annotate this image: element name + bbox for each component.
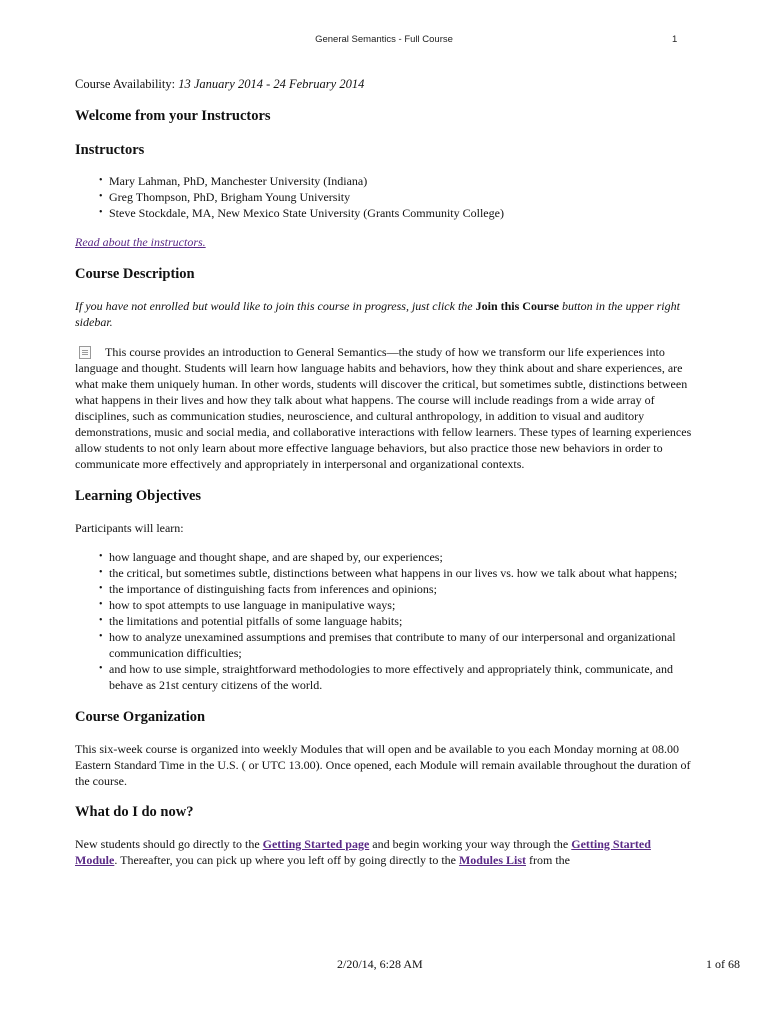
objectives-list [75, 549, 695, 693]
what-now-text-4: from the [526, 853, 570, 867]
course-organization-text: This six-week course is organized into weekly Modules that will open and be available to you each Monday morning at 08.00 Eastern Standard Time in the U.S. ( or UTC 13.00). Once opened, each Module will remain available throughout the duration of the course. [75, 742, 691, 788]
join-course-button-ref: Join this Course [475, 299, 559, 313]
join-course-note [75, 298, 695, 330]
join-note-after: button in the upper right sidebar. [75, 299, 680, 329]
objectives-intro: Participants will learn: [75, 521, 184, 535]
what-now-text-2: and begin working your way through the [369, 837, 572, 851]
list-item: • and how to use simple, straightforward methodologies to more effectively and appropriately think, communicate, and behave as 21st century citizens of the world. [109, 661, 695, 693]
modules-list-link[interactable]: Modules List [458, 853, 526, 867]
course-availability [75, 76, 695, 92]
page-count: 1 of 68 [706, 957, 740, 971]
image-placeholder-icon [79, 346, 91, 359]
list-item: • the limitations and potential pitfalls of some language habits; [109, 613, 695, 629]
print-footer [0, 957, 768, 973]
what-now-text-3: . Thereafter, you can pick up where you left off by going directly to the [114, 853, 459, 867]
list-item: • how language and thought shape, and are shaped by, our experiences; [109, 549, 695, 565]
getting-started-page-link[interactable]: Getting Started page [262, 837, 370, 851]
what-now-text-1: New students should go directly to the [75, 837, 263, 851]
read-about-instructors-link[interactable]: Read about the instructors. [75, 235, 206, 249]
what-now-heading: What do I do now? [75, 804, 194, 820]
page-content [75, 76, 695, 868]
course-organization-heading: Course Organization [75, 709, 206, 725]
getting-started-module-link[interactable]: Getting Started Module [75, 837, 651, 867]
document-title: General Semantics - Full Course [315, 34, 453, 45]
list-item: • how to analyze unexamined assumptions and premises that contribute to many of our interpersonal and organizational communication difficulties; [109, 629, 695, 661]
list-item: • Greg Thompson, PhD, Brigham Young University [109, 189, 695, 205]
list-item: • how to spot attempts to use language in manipulative ways; [109, 597, 695, 613]
what-now-text [75, 836, 695, 868]
availability-dates: 13 January 2014 - 24 February 2014 [178, 77, 365, 91]
header-page-number: 1 [672, 34, 678, 45]
availability-label: Course Availability: [75, 77, 179, 91]
list-item: • Mary Lahman, PhD, Manchester University (Indiana) [109, 173, 695, 189]
print-header [0, 34, 768, 48]
course-description-heading: Course Description [75, 266, 195, 282]
list-item: • Steve Stockdale, MA, New Mexico State University (Grants Community College) [109, 205, 695, 221]
join-note-before: If you have not enrolled but would like to join this course in progress, just click the [75, 299, 476, 313]
learning-objectives-heading: Learning Objectives [75, 488, 202, 504]
course-description [75, 344, 695, 472]
list-item: • the critical, but sometimes subtle, distinctions between what happens in our lives vs. how we talk about what happens; [109, 565, 695, 581]
instructor-list [75, 173, 695, 221]
print-date: 2/20/14, 6:28 AM [337, 957, 423, 971]
course-description-text: This course provides an introduction to General Semantics—the study of how we transform our life experiences into language and thought. Students will learn how language habits and behaviors, how they think about and share experiences, are what make them uniquely human. In other words, students will discover the critical, but sometimes subtle, distinctions between what happens in their lives and how they talk about what happens. The course will include readings from a wide array of disciplines, such as communication studies, neuroscience, and cultural anthropology, in addition to visual and auditory demonstrations, music and social media, and collaborative interactions with fellow learners. These types of learning experiences allow students to not only learn about more effective language behaviors, but also practice those new behaviors in order to communicate more effectively and appropriately in interpersonal and organizational contexts. [75, 345, 692, 471]
list-item: • the importance of distinguishing facts from inferences and opinions; [109, 581, 695, 597]
instructors-heading: Instructors [75, 142, 145, 158]
welcome-heading: Welcome from your Instructors [75, 108, 271, 124]
